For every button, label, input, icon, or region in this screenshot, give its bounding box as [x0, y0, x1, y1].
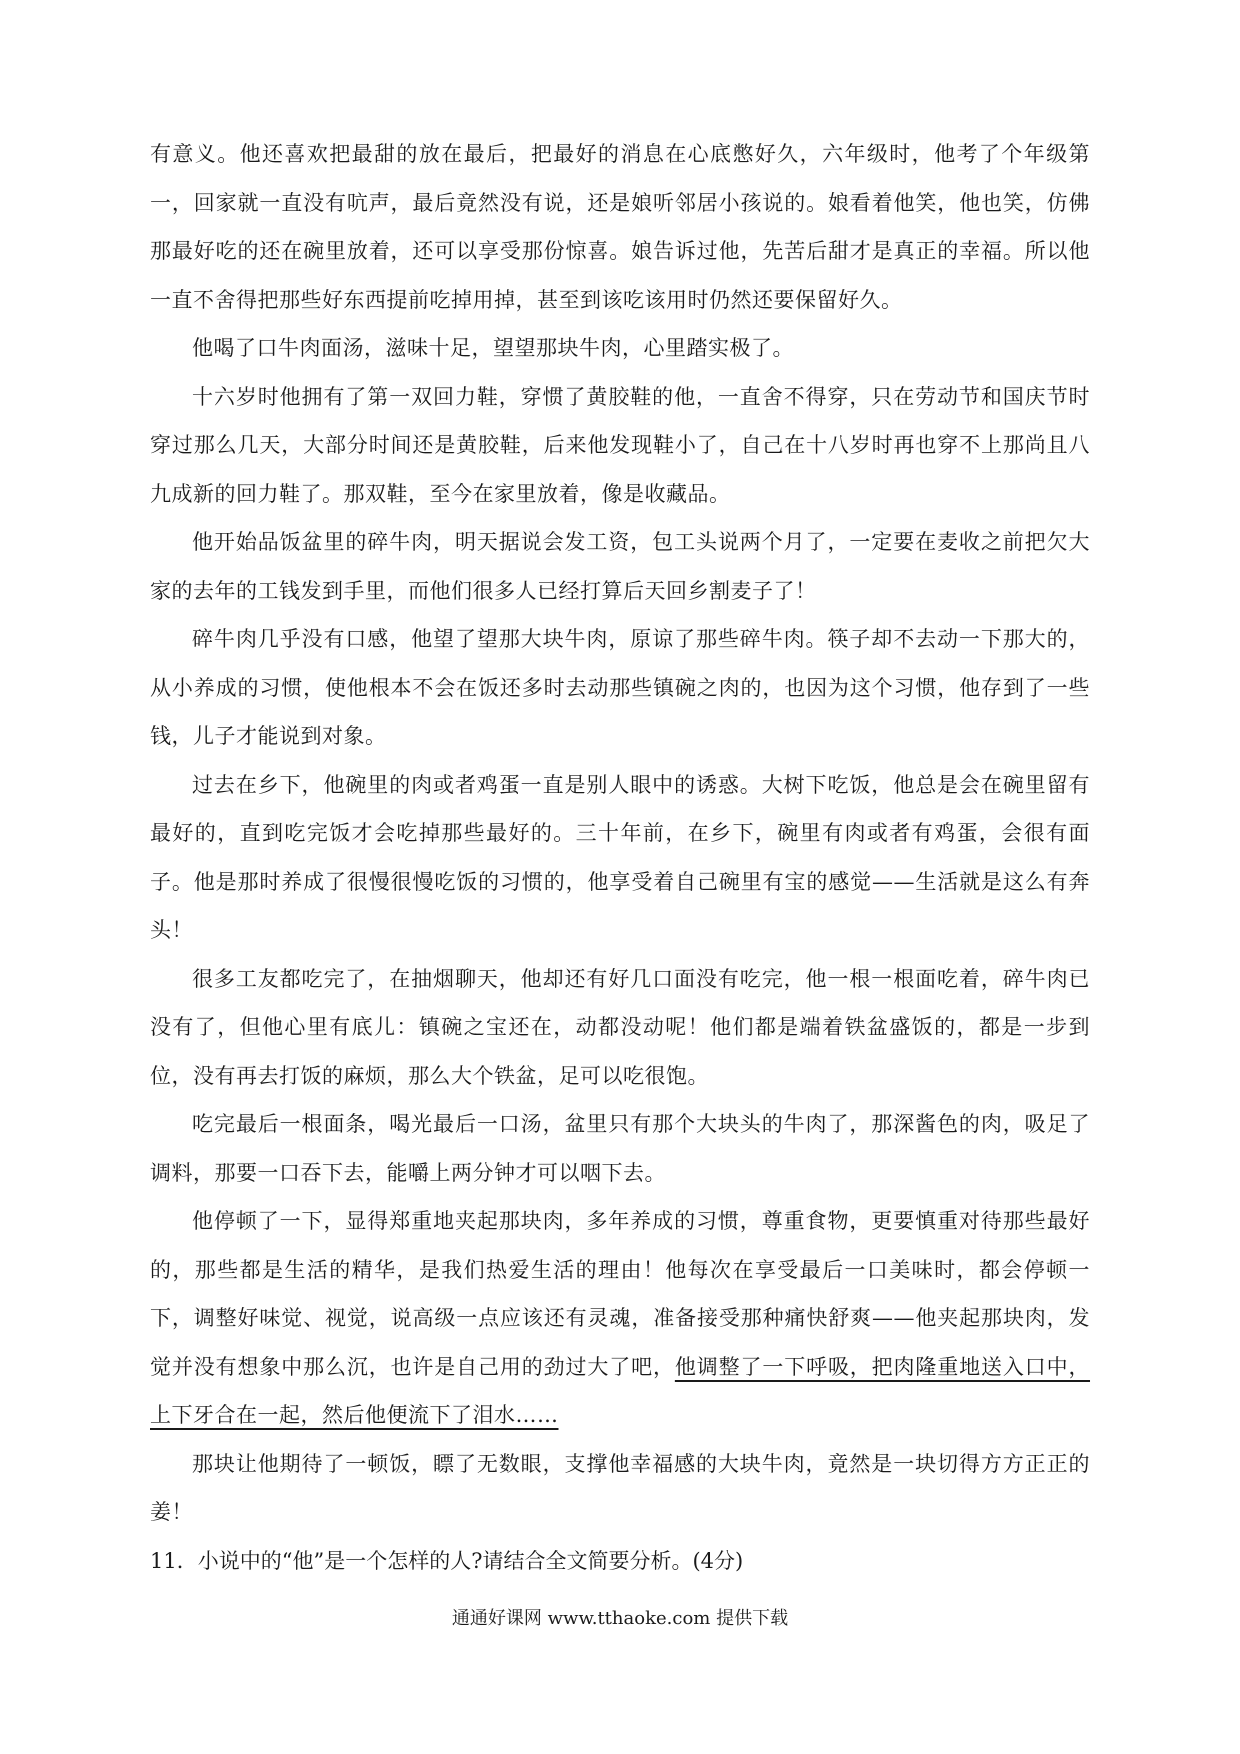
paragraph-2: 他喝了口牛肉面汤，滋味十足，望望那块牛肉，心里踏实极了。 [192, 336, 794, 360]
paragraph-8: 吃完最后一根面条，喝光最后一口汤，盆里只有那个大块头的牛肉了，那深酱色的肉，吸足了调料，那要一口吞下去，能嚼上两分钟才可以咽下去。 [150, 1112, 1090, 1185]
paragraph-4: 他开始品饭盆里的碎牛肉，明天据说会发工资，包工头说两个月了，一定要在麦收之前把欠大家的去年的工钱发到手里，而他们很多人已经打算后天回乡割麦子了！ [150, 530, 1090, 603]
underlined-sentence: 他调整了一下呼吸，把肉隆重地送入口中，上下牙合在一起，然后他便流下了泪水…… [150, 1354, 1091, 1427]
paragraph-5: 碎牛肉几乎没有口感，他望了望那大块牛肉，原谅了那些碎牛肉。筷子却不去动一下那大的，从小养成的习惯，使他根本不会在饭还多时去动那些镇碗之肉的，也因为这个习惯，他存到了一些钱，儿子才能说到对象。 [150, 627, 1090, 748]
paragraph-9-text: 他停顿了一下，显得郑重地夹起那块肉，多年养成的习惯，尊重食物，更要慎重对待那些最好的，那些都是生活的精华，是我们热爱生活的理由！他每次在享受最后一口美味时，都会停顿一下，调整好味觉、视觉，说高级一点应该还有灵魂，准备接受那种痛快舒爽——他夹起那块肉，发觉并没有想象中那么沉，也许是自己用的劲过大了吧， [150, 1209, 1090, 1379]
paragraph-3: 十六岁时他拥有了第一双回力鞋，穿惯了黄胶鞋的他，一直舍不得穿，只在劳动节和国庆节时穿过那么几天，大部分时间还是黄胶鞋，后来他发现鞋小了，自己在十八岁时再也穿不上那尚且八九成新的回力鞋了。那双鞋，至今在家里放着，像是收藏品。 [150, 384, 1090, 506]
paragraph-1: 有意义。他还喜欢把最甜的放在最后，把最好的消息在心底憋好久，六年级时，他考了个年级第一，回家就一直没有吭声，最后竟然没有说，还是娘听邻居小孩说的。娘看着他笑，他也笑，仿佛那最好吃的还在碗里放着，还可以享受那份惊喜。娘告诉过他，先苦后甜才是真正的幸福。所以他一直不舍得把那些好东西提前吃掉用掉，甚至到该吃该用时仍然还要保留好久。 [150, 142, 1090, 312]
paragraph-9 [150, 1197, 1090, 1440]
paragraph-10: 那块让他期待了一顿饭，瞟了无数眼，支撑他幸福感的大块牛肉，竟然是一块切得方方正正的姜！ [150, 1451, 1090, 1524]
paragraph-6: 过去在乡下，他碗里的肉或者鸡蛋一直是别人眼中的诱惑。大树下吃饭，他总是会在碗里留有最好的，直到吃完饭才会吃掉那些最好的。三十年前，在乡下，碗里有肉或者有鸡蛋，会很有面子。他是那时养成了很慢很慢吃饭的习惯的，他享受着自己碗里有宝的感觉——生活就是这么有奔头！ [150, 772, 1090, 942]
paragraph-7: 很多工友都吃完了，在抽烟聊天，他却还有好几口面没有吃完，他一根一根面吃着，碎牛肉已没有了，但他心里有底儿：镇碗之宝还在，动都没动呢！他们都是端着铁盆盛饭的，都是一步到位，没有再去打饭的麻烦，那么大个铁盆，足可以吃很饱。 [150, 966, 1090, 1088]
question-11: 11．小说中的“他”是一个怎样的人?请结合全文简要分析。(4分) [150, 1548, 744, 1573]
page-footer: 通通好课网 www.tthaoke.com 提供下载 [451, 1608, 789, 1629]
document-body [150, 130, 1090, 1585]
